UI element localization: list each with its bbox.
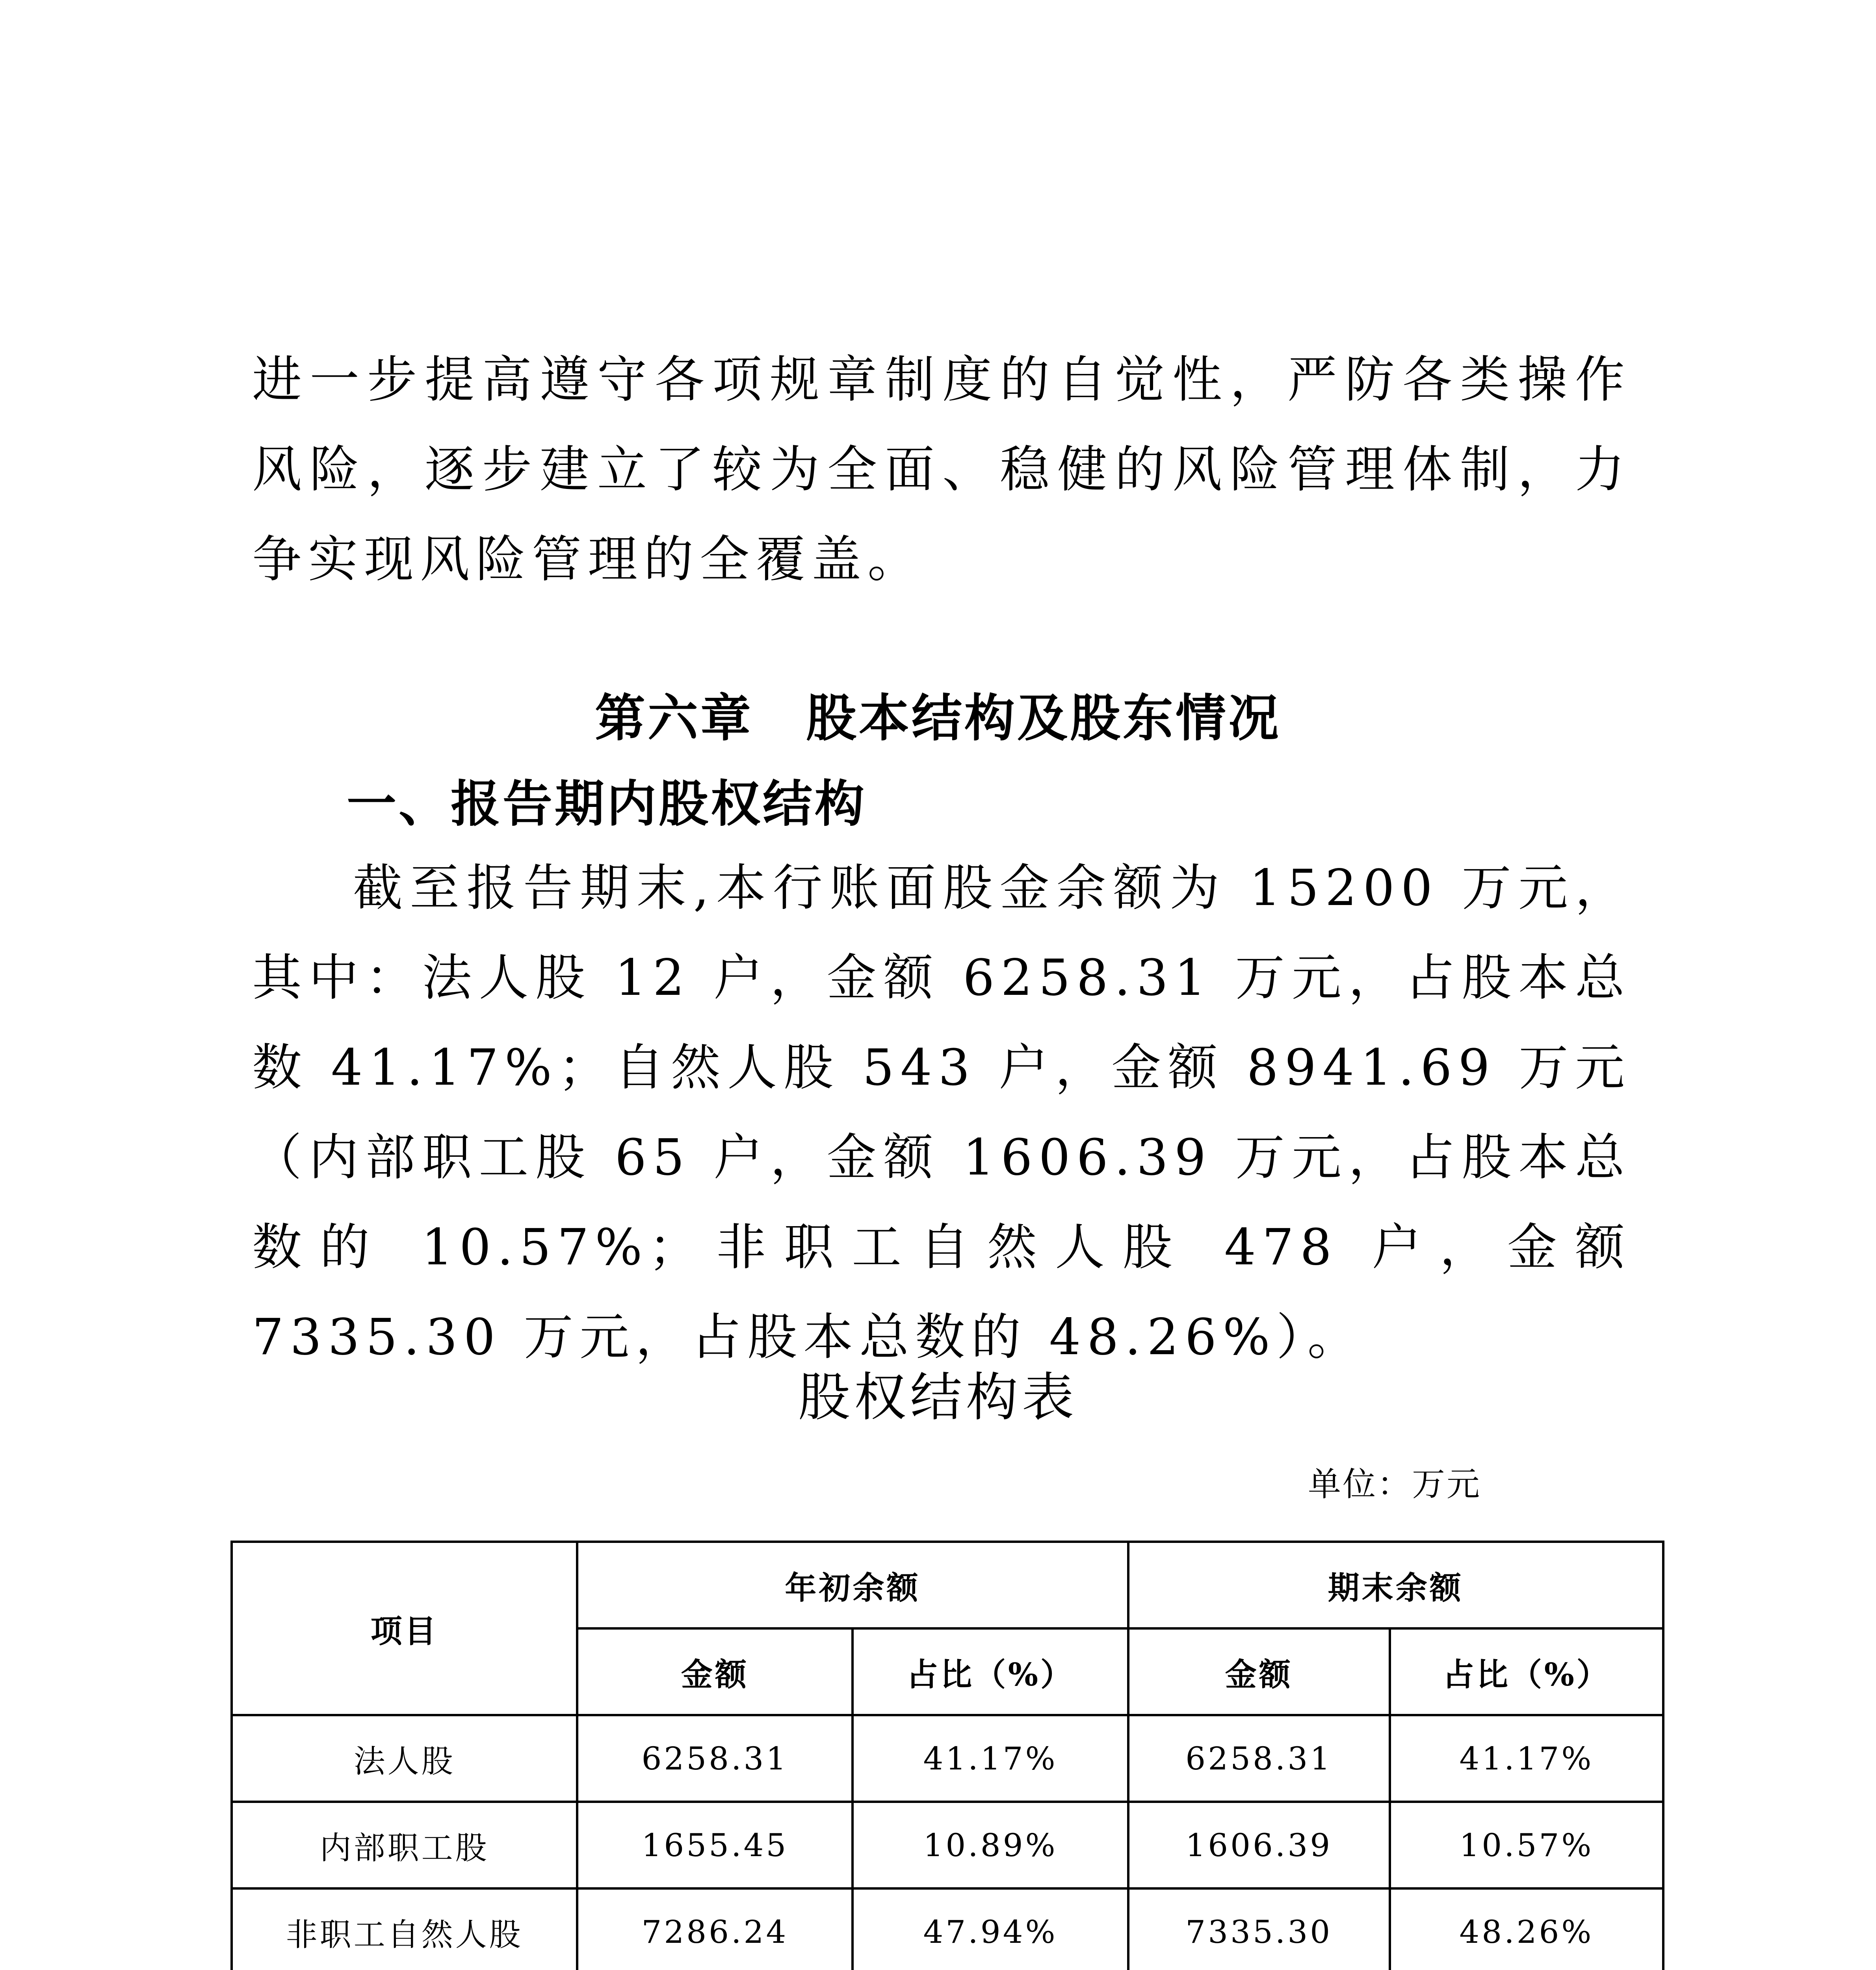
header-start-ratio: 占比（%） (853, 1628, 1128, 1715)
row-start-ratio: 47.94% (853, 1888, 1128, 1970)
row-start-ratio: 41.17% (853, 1715, 1128, 1802)
row-end-amount: 6258.31 (1128, 1715, 1390, 1802)
table-header-row (232, 1542, 1663, 1628)
header-group-start: 年初余额 (577, 1542, 1128, 1628)
row-end-ratio: 10.57% (1390, 1802, 1663, 1888)
unit-label: 单位：万元 (1308, 1465, 1482, 1504)
row-end-amount: 1606.39 (1128, 1802, 1390, 1888)
chapter-title: 第六章 股本结构及股东情况 (594, 689, 1281, 748)
table-row (232, 1715, 1663, 1802)
header-start-amount: 金额 (577, 1628, 853, 1715)
row-end-amount: 7335.30 (1128, 1888, 1390, 1970)
section-title: 一、报告期内股权结构 (347, 775, 867, 833)
row-start-amount: 1655.45 (577, 1802, 853, 1888)
table-row (232, 1802, 1663, 1888)
header-end-ratio: 占比（%） (1390, 1628, 1663, 1715)
header-item: 项目 (232, 1542, 577, 1715)
row-start-ratio: 10.89% (853, 1802, 1128, 1888)
row-end-ratio: 48.26% (1390, 1888, 1663, 1970)
row-start-amount: 7286.24 (577, 1888, 853, 1970)
header-group-end: 期末余额 (1128, 1542, 1663, 1628)
row-item: 法人股 (232, 1715, 577, 1802)
row-item: 内部职工股 (232, 1802, 577, 1888)
header-end-amount: 金额 (1128, 1628, 1390, 1715)
table-row (232, 1888, 1663, 1970)
row-start-amount: 6258.31 (577, 1715, 853, 1802)
row-end-ratio: 41.17% (1390, 1715, 1663, 1802)
row-item: 非职工自然人股 (232, 1888, 577, 1970)
equity-structure-table (230, 1541, 1664, 1970)
intro-paragraph: 进一步提高遵守各项规章制度的自觉性，严防各类操作风险，逐步建立了较为全面、稳健的风险管理体制，力争实现风险管理的全覆盖。 (252, 351, 1631, 588)
table-title: 股权结构表 (798, 1367, 1078, 1428)
body-paragraph: 截至报告期末,本行账面股金余额为 15200 万元，其中：法人股 12 户，金额 6258.31 万元，占股本总数 41.17%；自然人股 543 户，金额 8941.69 万元（内部职工股 65 户，金额 1606.39 万元，占股本总数的 10.57%；非职工自然人股 478 户，金额 7335.30 万元，占股本总数的 48.26%）。 (252, 859, 1631, 1366)
